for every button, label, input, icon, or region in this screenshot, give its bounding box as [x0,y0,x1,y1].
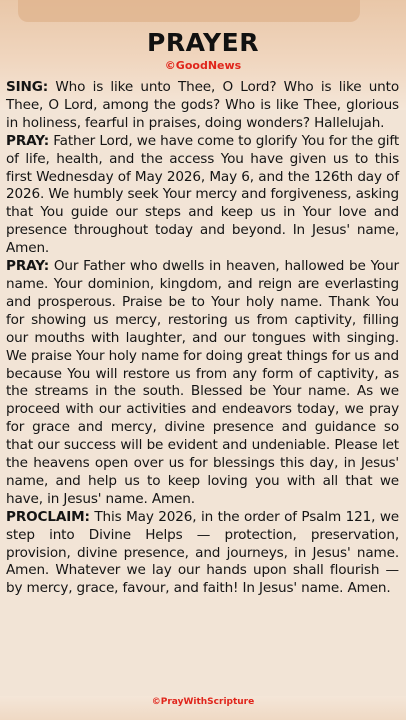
paragraph-text: Our Father who dwells in heaven, hallowed be Your name. Your dominion, kingdom, and reign are everlasting and prosperous. Praise be to Your holy name. Thank You for showing us mercy, restoring us from captivity, filling our mouths with laughter, and our tongues with singing. We praise Your holy name for doing great things for us and because You will restore us from any form of captivity, as the streams in the south. Blessed be Your name. As we proceed with our activities and endeavors today, we pray for grace and mercy, divine presence and guidance so that our success will be evident and undeniable. Please let the heavens open over us for blessings this day, in Jesus' name, and help us to keep loving you with all that we have, in Jesus' name. Amen. [6,258,399,507]
paragraph-label: SING: [6,79,49,95]
paragraph-proclaim [6,509,399,599]
header-tab-decoration [18,0,360,22]
prayer-body [6,79,399,598]
paragraph-label: PRAY: [6,258,49,275]
paragraph-pray-2 [6,258,399,509]
page-title: PRAYER [147,28,259,57]
paragraph-pray-1 [6,133,399,258]
paragraph-text: Who is like unto Thee, O Lord? Who is like unto Thee, O Lord, among the gods? Who is like Thee, glorious in holiness, fearful in praises, doing wonders? Hallelujah. [6,79,399,131]
paragraph-sing [6,79,399,133]
footer-credit: ©PrayWithScripture [151,697,255,707]
page-header [0,28,406,73]
paragraph-label: PROCLAIM: [6,508,90,525]
paragraph-text: Father Lord, we have come to glorify You for the gift of life, health, and the access You have given us to this first Wednesday of May 2026, May 6, and the 126th day of 2026. We humbly seek Your mercy and forgiveness, asking that You guide our steps and keep us in Your love and presence throughout today and beyond. In Jesus' name, Amen. [6,132,399,257]
paragraph-text: This May 2026, in the order of Psalm 121, we step into Divine Helps — protection, preservation, provision, divine presence, and journeys, in Jesus' name. Amen. Whatever we lay our hands upon shall flourish — by mercy, grace, favour, and faith! In Jesus' name. Amen. [6,508,399,597]
source-credit: ©GoodNews [164,59,242,72]
paragraph-label: PRAY: [6,132,49,149]
